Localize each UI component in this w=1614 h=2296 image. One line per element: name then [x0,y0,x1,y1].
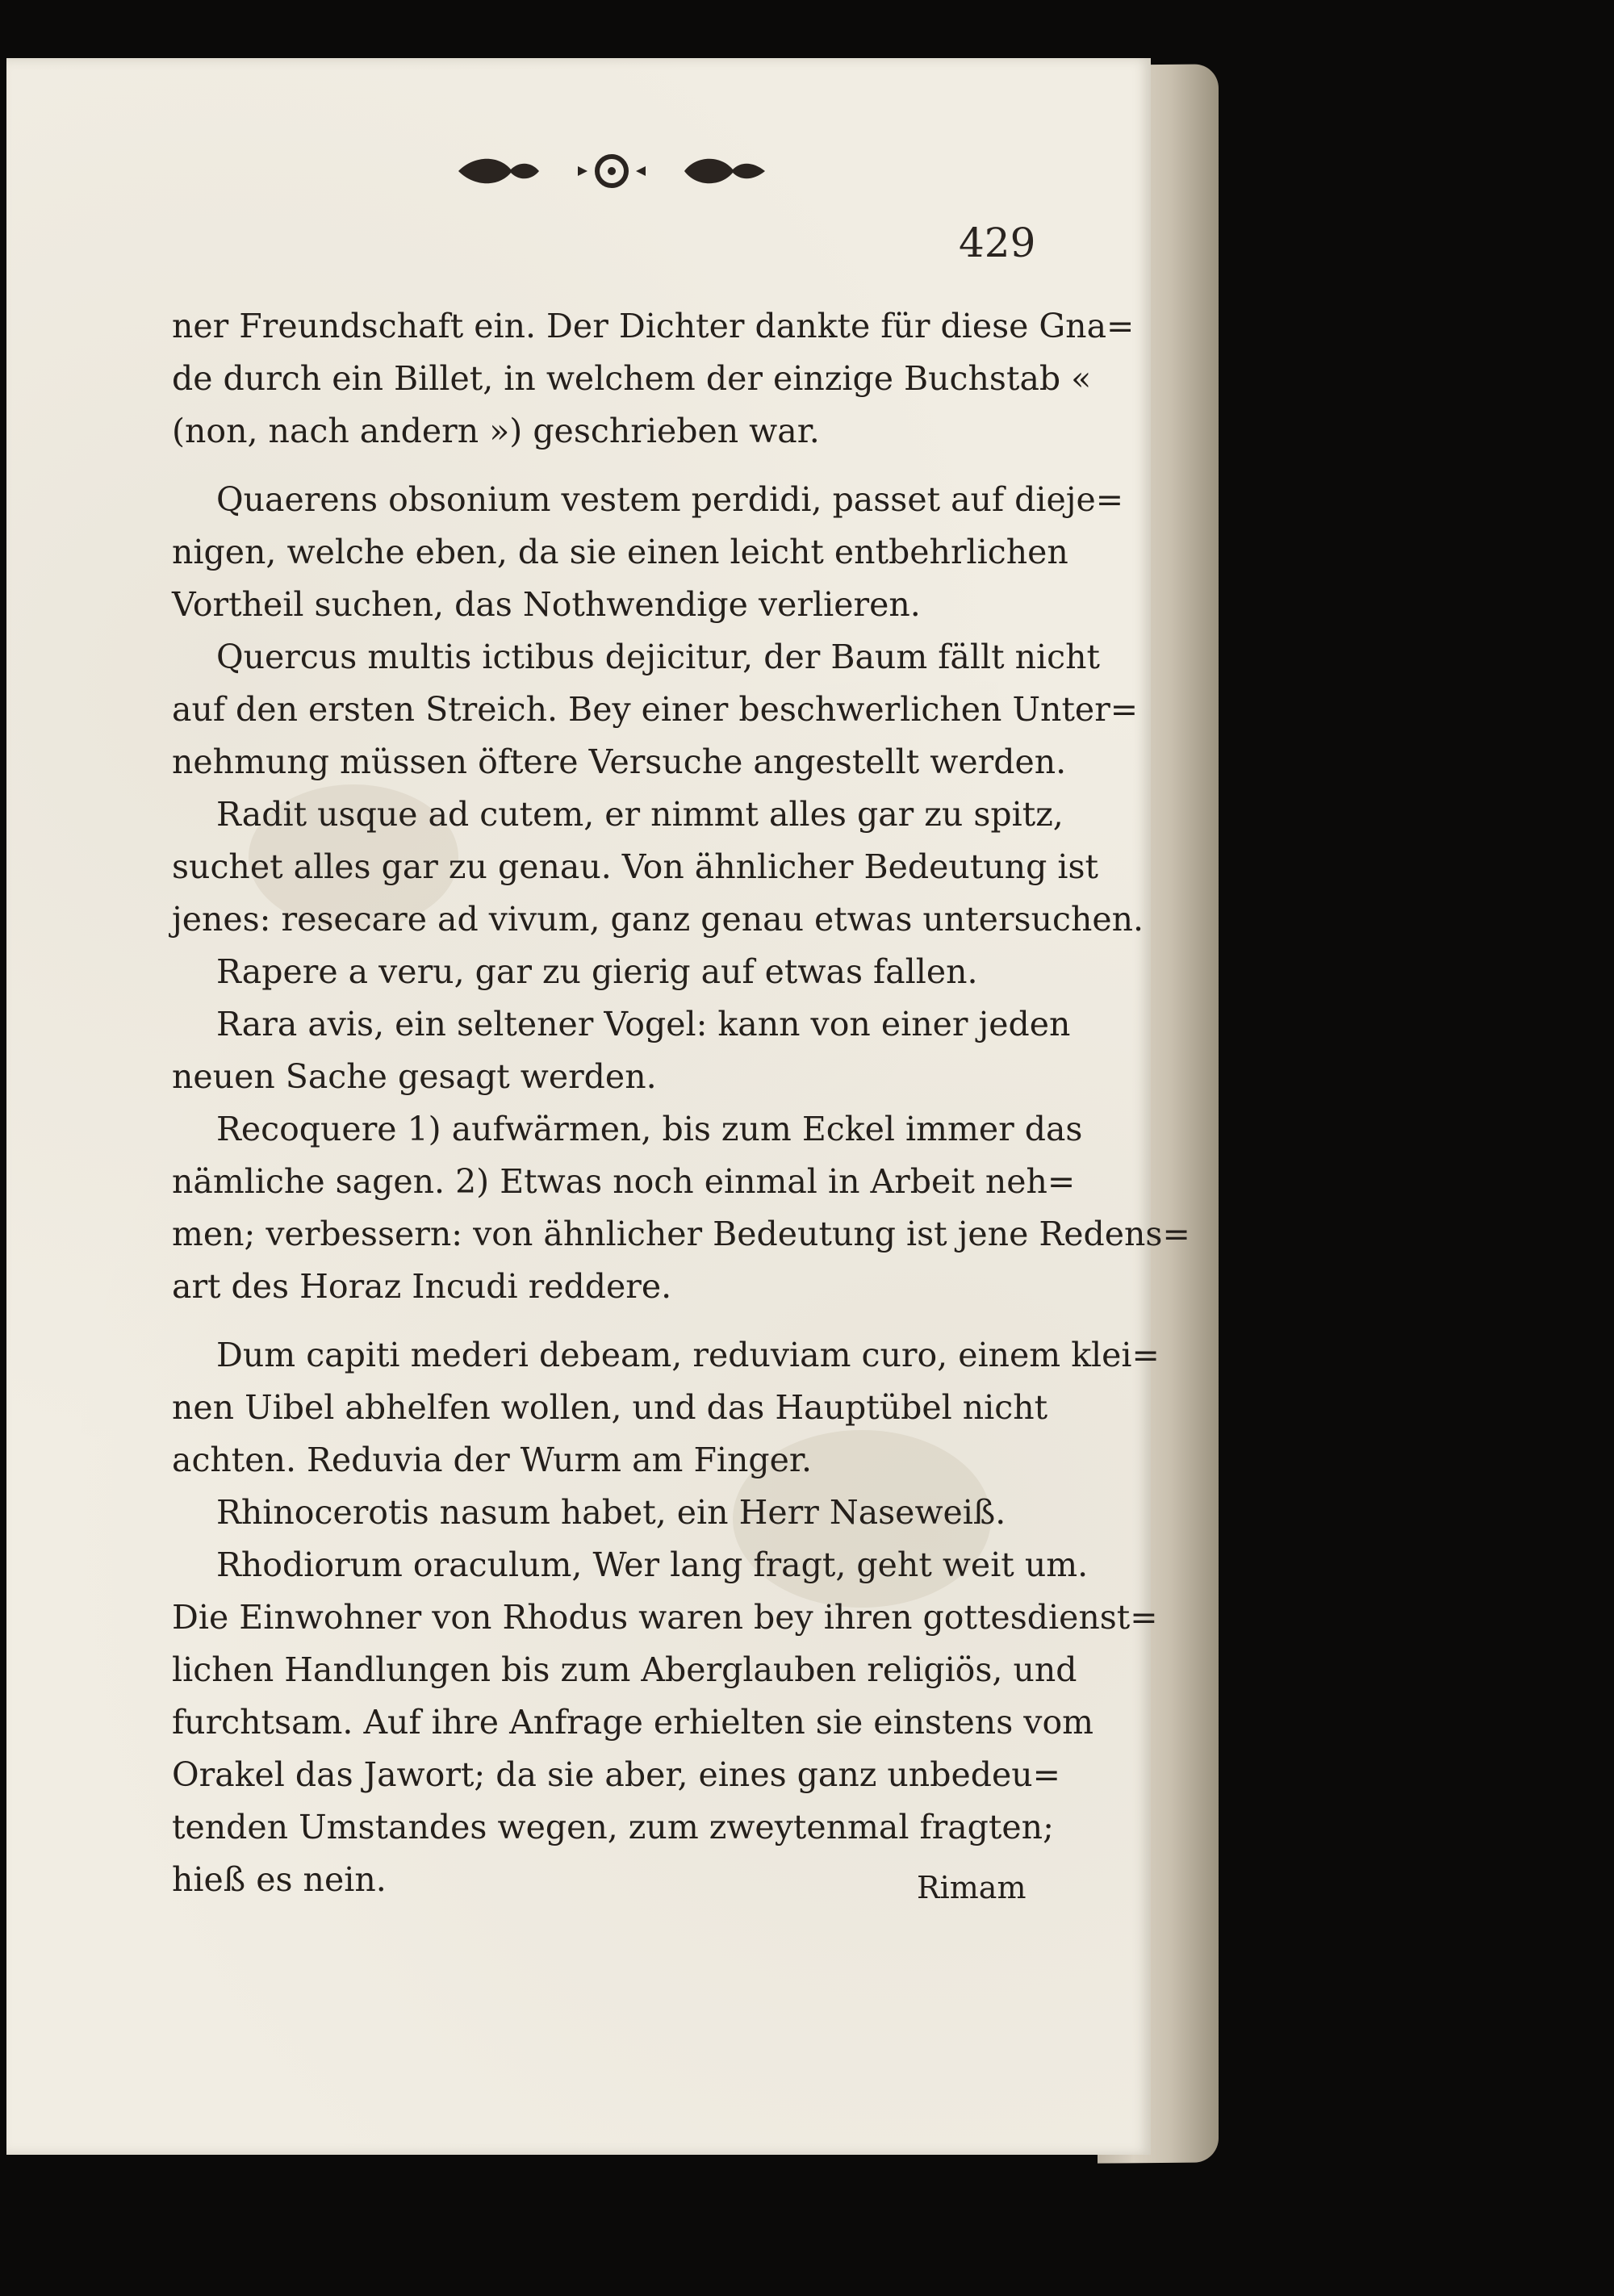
text-line: Rhinocerotis nasum habet, ein Herr Naseweiß. [216,1493,1006,1532]
text-line: jenes: resecare ad vivum, ganz genau etwas untersuchen. [172,900,1144,939]
text-line: furchtsam. Auf ihre Anfrage erhielten sie einstens vom [172,1703,1094,1742]
text-line: lichen Handlungen bis zum Aberglauben religiös, und [172,1650,1077,1689]
text-line: suchet alles gar zu genau. Von ähnlicher Bedeutung ist [172,847,1098,886]
page-text [172,300,1190,1906]
text-line: nigen, welche eben, da sie einen leicht entbehrlichen [172,533,1068,571]
text-line: auf den ersten Streich. Bey einer beschwerlichen Unter= [172,690,1139,729]
text-line: Die Einwohner von Rhodus waren bey ihren gottesdienst= [172,1598,1158,1637]
text-line: hieß es nein. [172,1860,387,1899]
text-line: nehmung müssen öftere Versuche angestellt werden. [172,742,1067,781]
text-line: (non, nach andern ») geschrieben war. [172,412,820,450]
text-line: nen Uibel abhelfen wollen, und das Hauptübel nicht [172,1388,1048,1427]
text-line: Radit usque ad cutem, er nimmt alles gar zu spitz, [216,795,1064,834]
text-line: Quaerens obsonium vestem perdidi, passet auf dieje= [216,480,1124,519]
text-line: achten. Reduvia der Wurm am Finger. [172,1441,813,1479]
text-line: Rapere a veru, gar zu gierig auf etwas fallen. [216,952,978,991]
header-ornament [442,147,781,195]
page-number: 429 [959,220,1036,266]
text-line: nämliche sagen. 2) Etwas noch einmal in Arbeit neh= [172,1162,1076,1201]
text-line: Rara avis, ein seltener Vogel: kann von einer jeden [216,1005,1071,1043]
book-page [6,58,1190,2155]
text-line: Orakel das Jawort; da sie aber, eines ganz unbedeu= [172,1755,1060,1794]
text-line: Recoquere 1) aufwärmen, bis zum Eckel immer das [216,1110,1083,1148]
text-line: tenden Umstandes wegen, zum zweytenmal fragten; [172,1808,1054,1846]
text-line: neuen Sache gesagt werden. [172,1057,657,1096]
text-line: de durch ein Billet, in welchem der einzige Buchstab « [172,359,1092,398]
text-line: Dum capiti mederi debeam, reduviam curo, einem klei= [216,1336,1160,1374]
paragraph-gap [172,458,1035,474]
paragraph-gap [172,1313,1035,1329]
text-line: Rhodiorum oraculum, Wer lang fragt, geht weit um. [216,1545,1089,1584]
text-line: Vortheil suchen, das Nothwendige verlieren. [172,585,921,624]
text-line: ner Freundschaft ein. Der Dichter dankte für diese Gna= [172,307,1135,345]
text-line: men; verbessern: von ähnlicher Bedeutung ist jene Redens= [172,1215,1190,1253]
catchword: Rimam [917,1870,1027,1905]
text-line: Quercus multis ictibus dejicitur, der Baum fällt nicht [216,638,1100,676]
text-line: art des Horaz Incudi reddere. [172,1267,672,1306]
